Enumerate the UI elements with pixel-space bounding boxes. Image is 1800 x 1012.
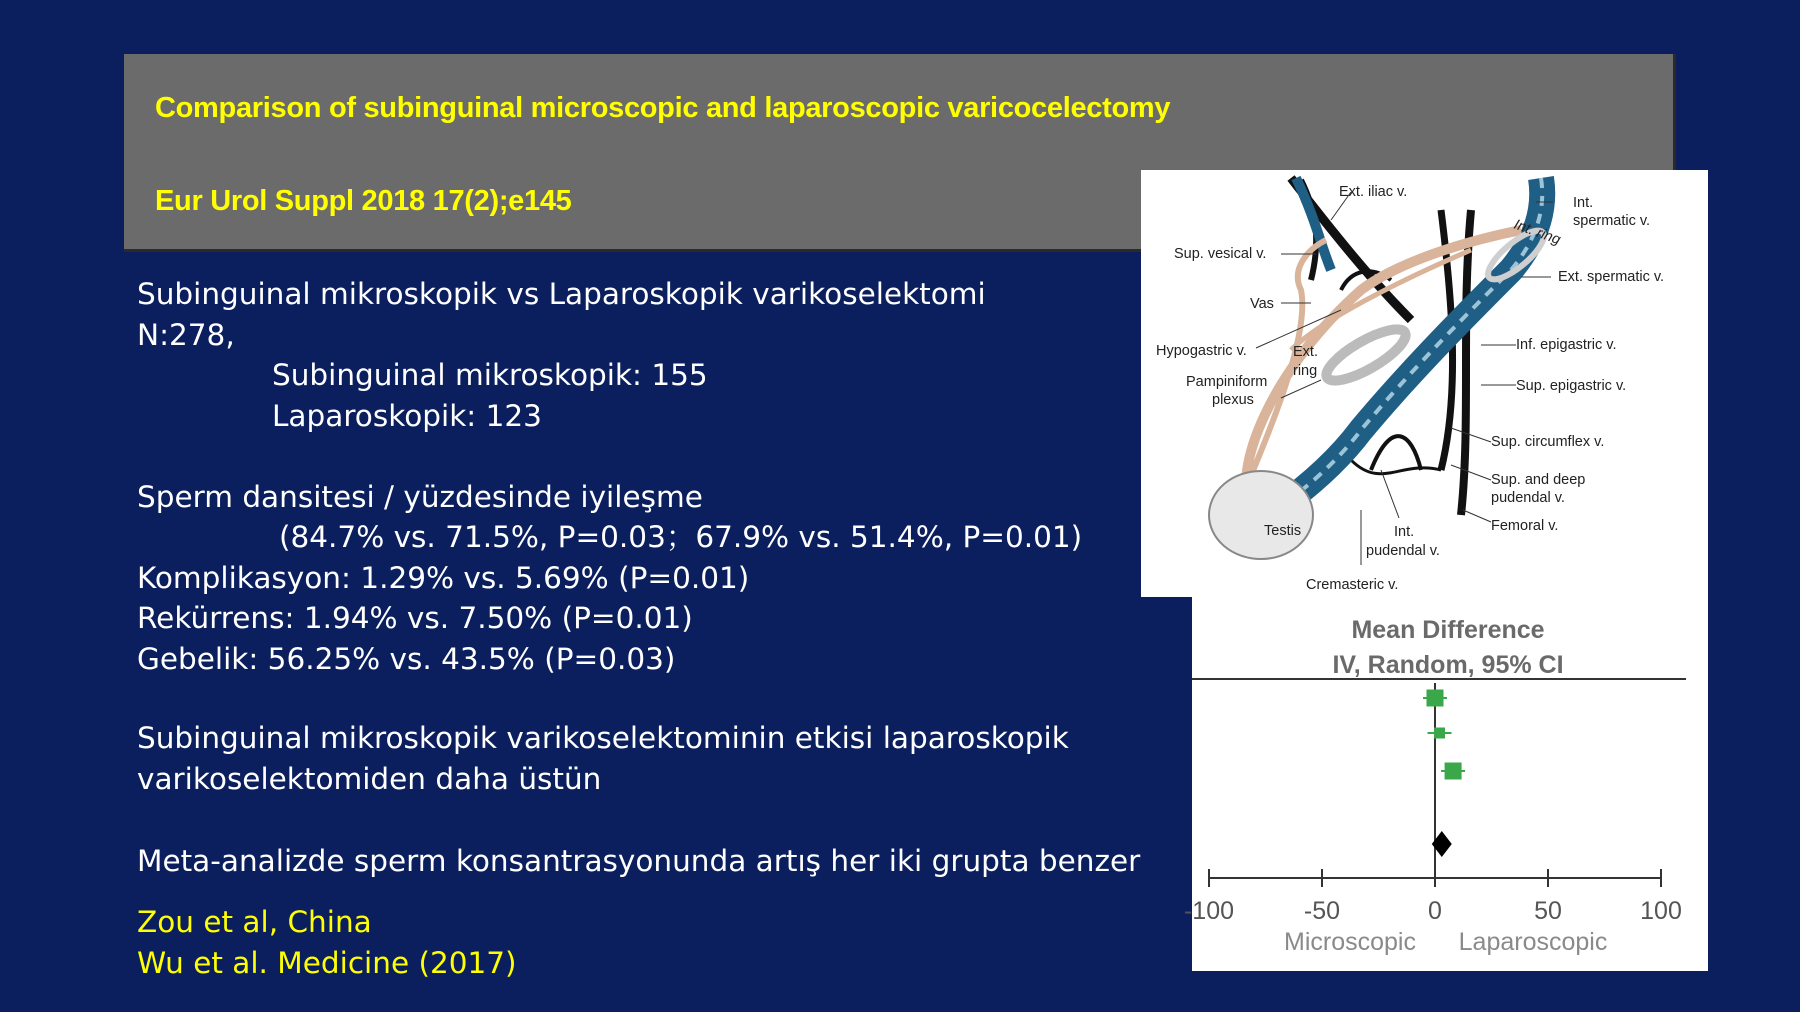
label-microscopic: Microscopic [1284, 928, 1416, 956]
label-sup-deep: Sup. and deep [1491, 472, 1586, 488]
study-marker [1434, 728, 1445, 739]
label-femoral: Femoral v. [1491, 518, 1559, 534]
label-vas: Vas [1250, 296, 1274, 312]
text-line: (84.7% vs. 71.5%, P=0.03；67.9% vs. 51.4%, P=0.01) [279, 520, 1083, 554]
text-line: Rekürrens: 1.94% vs. 7.50% (P=0.01) [137, 601, 693, 635]
x-tick-label: -50 [1303, 897, 1341, 925]
text-line: Subinguinal mikroskopik vs Laparoskopik varikoselektomi [137, 277, 986, 311]
label-ext: Ext. [1293, 344, 1318, 360]
main-text [137, 274, 1082, 679]
reference-line: Wu et al. Medicine (2017) [137, 945, 517, 980]
label-sup-circumflex: Sup. circumflex v. [1491, 434, 1605, 450]
anatomy-figure [1141, 170, 1708, 597]
label-spermatic: spermatic v. [1573, 213, 1651, 229]
forest-plot-chart [1183, 597, 1708, 971]
text-line: Komplikasyon: 1.29% vs. 5.69% (P=0.01) [137, 560, 750, 595]
text-line: Sperm dansitesi / yüzdesinde iyileşme [137, 479, 703, 514]
label-hypogastric: Hypogastric v. [1156, 343, 1247, 359]
conclusion-text [137, 718, 1069, 799]
label-int: Int. [1573, 195, 1594, 211]
anatomy-illustration [1141, 170, 1708, 597]
label-testis: Testis [1264, 523, 1302, 539]
reference-line: Zou et al, China [137, 905, 372, 939]
text-line: Gebelik: 56.25% vs. 43.5% (P=0.03) [137, 641, 676, 676]
slide-title: Comparison of subinguinal microscopic and laparoscopic varicocelectomy [155, 92, 1171, 124]
study-marker [1427, 690, 1444, 707]
text-line: varikoselektomiden daha üstün [137, 761, 602, 796]
label-ring: ring [1293, 363, 1318, 379]
label-ext-spermatic: Ext. spermatic v. [1558, 269, 1665, 285]
forest-title: Mean Difference [1351, 616, 1545, 644]
text-line: Meta-analizde sperm konsantrasyonunda artış her iki grupta benzer [137, 844, 1141, 878]
text-line: Subinguinal mikroskopik: 155 [272, 358, 708, 392]
label-int-ring: Int. ring [1511, 216, 1563, 249]
label-sup-vesical: Sup. vesical v. [1174, 246, 1267, 262]
forest-plot [1183, 597, 1708, 971]
label-laparoscopic: Laparoscopic [1458, 928, 1608, 956]
x-tick-label: 0 [1428, 897, 1442, 925]
label-cremasteric: Cremasteric v. [1306, 577, 1399, 593]
label-plexus: plexus [1212, 392, 1254, 408]
citation: Eur Urol Suppl 2018 17(2);e145 [155, 185, 572, 217]
label-pudendal2: pudendal v. [1366, 543, 1440, 559]
text-line: Laparoskopik: 123 [272, 398, 542, 433]
x-tick-label: 100 [1640, 897, 1682, 925]
label-inf-epigastric: Inf. epigastric v. [1516, 337, 1617, 353]
x-tick-label: -100 [1183, 897, 1235, 925]
x-tick-label: 50 [1534, 897, 1562, 925]
label-ext-iliac: Ext. iliac v. [1339, 184, 1408, 200]
label-pampiniform: Pampiniform [1186, 374, 1268, 390]
meta-text [137, 841, 1140, 882]
text-line: Subinguinal mikroskopik varikoselektominin etkisi laparoskopik [137, 721, 1069, 755]
text-line: N:278, [137, 317, 235, 352]
forest-subtitle: IV, Random, 95% CI [1332, 651, 1564, 679]
label-int2: Int. [1394, 524, 1415, 540]
label-pudendal: pudendal v. [1491, 490, 1565, 506]
label-sup-epigastric: Sup. epigastric v. [1516, 378, 1627, 394]
references [137, 902, 517, 983]
study-marker [1445, 763, 1462, 780]
